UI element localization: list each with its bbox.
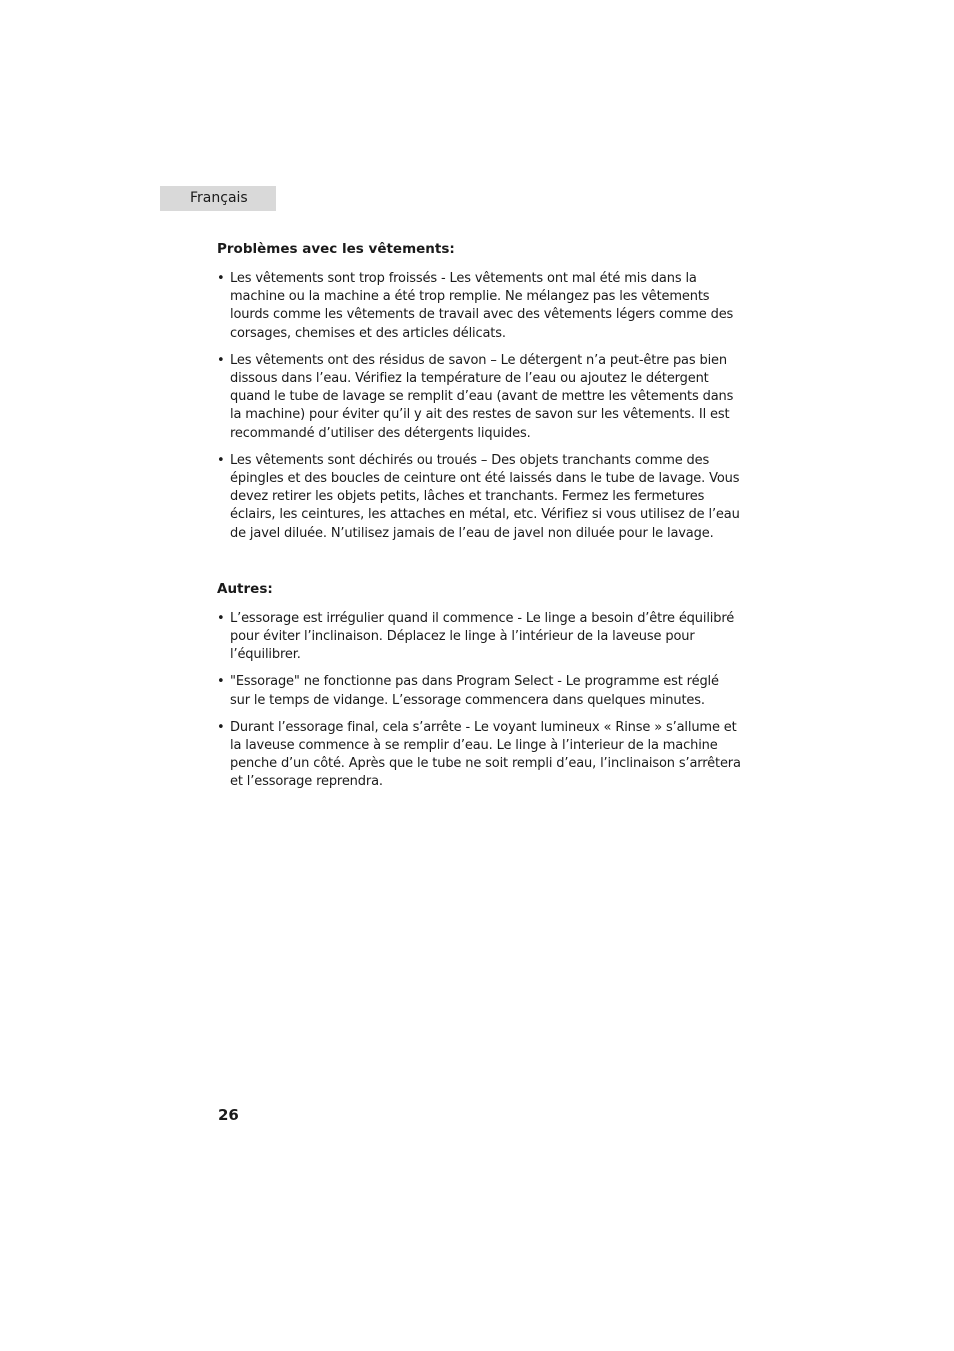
page-number: 26 bbox=[218, 1106, 239, 1124]
list-item: • L’essorage est irrégulier quand il commence - Le linge a besoin d’être équilibré pour éviter l’inclinaison. Déplacez le linge à l’intérieur de la laveuse pour l’équilibrer. bbox=[217, 610, 741, 665]
other-problems-list bbox=[217, 610, 741, 792]
section-heading-clothing-problems: Problèmes avec les vêtements: bbox=[217, 241, 455, 257]
list-item: • Les vêtements sont déchirés ou troués – Des objets tranchants comme des épingles et des boucles de ceinture ont été laissés dans le tube de lavage. Vous devez retirer les objets petits, lâches et tranchants. Fermez les fermetures éclairs, les ceintures, les attaches en métal, etc. Vérifiez si vous utilisez de l’eau de javel diluée. N’utilisez jamais de l’eau de javel non diluée pour le lavage. bbox=[217, 452, 741, 543]
section-heading-other: Autres: bbox=[217, 580, 273, 597]
page-content bbox=[217, 240, 741, 801]
list-item: • "Essorage" ne fonctionne pas dans Program Select - Le programme est réglé sur le temps de vidange. L’essorage commencera dans quelques minutes. bbox=[217, 673, 741, 709]
clothing-problems-list bbox=[217, 270, 741, 543]
list-item: • Les vêtements ont des résidus de savon – Le détergent n’a peut-être pas bien dissous dans l’eau. Vérifiez la température de l’eau ou ajoutez le détergent quand le tube de lavage se remplit d’eau (avant de mettre les vêtements dans la machine) pour éviter qu’il y ait des restes de savon sur les vêtements. Il est recommandé d’utiliser des détergents liquides. bbox=[217, 352, 741, 443]
list-item: • Les vêtements sont trop froissés - Les vêtements ont mal été mis dans la machine ou la machine a été trop remplie. Ne mélangez pas les vêtements lourds comme les vêtements de travail avec des vêtements légers comme des corsages, chemises et des articles délicats. bbox=[217, 270, 741, 343]
list-item: • Durant l’essorage final, cela s’arrête - Le voyant lumineux « Rinse » s’allume et la laveuse commence à se remplir d’eau. Le linge à l’interieur de la machine penche d’un côté. Après que le tube ne soit rempli d’eau, l’inclinaison s’arrêtera et l’essorage reprendra. bbox=[217, 719, 741, 792]
section-spacer bbox=[217, 552, 741, 580]
language-tab: Français bbox=[160, 186, 276, 211]
